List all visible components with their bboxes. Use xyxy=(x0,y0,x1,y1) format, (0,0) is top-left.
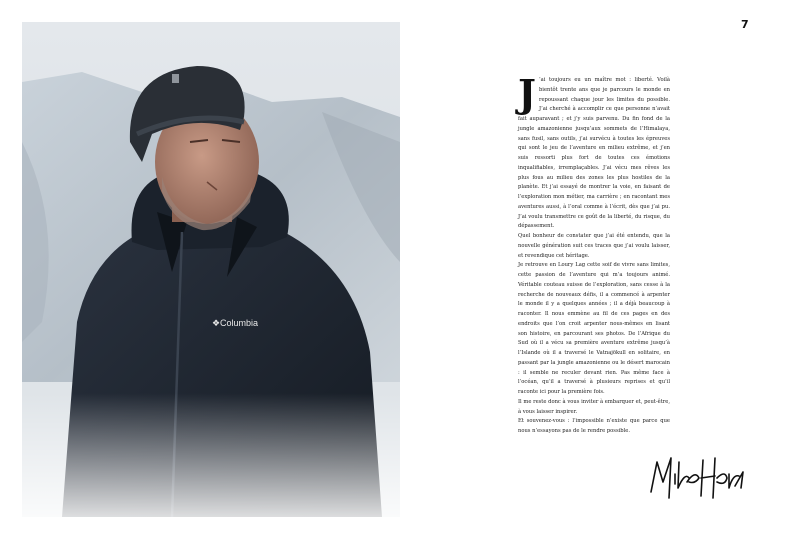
article-paragraph-1 xyxy=(518,71,670,232)
signature xyxy=(645,448,745,503)
paragraph-1-text: ’ai toujours eu un maître mot : liberté. Voilà bientôt trente ans que je parcours le monde en repoussant chaque jour les limites du possible. J’ai cherché à accomplir ce que personne n’avait fait auparavant ; et j’y suis parvenu. Du fin fond de la jungle amazonienne jusqu’aux sommets de l’Himalaya, sans fusil, sans outils, j’ai survécu à toutes les épreuves qui sont le jeu de l’aventure en milieu extrême, et j’en suis ressorti plus fort de toutes ces émotions inqualifiables, irremplaçables. J’ai vécu mes rêves les plus fous au milieu des zones les plus hostiles de la planète. Et j’ai essayé de montrer la voie, en faisant de l’exploration mon métier, ma carrière ; en racontant mes aventures aussi, à l’oral comme à l’écrit, dès que j’ai pu. J’ai voulu transmettre ce goût de la liberté, du risque, du dépassement. xyxy=(518,77,670,230)
article-paragraph-4: Il me reste donc à vous inviter à embarquer et, peut-être, à vous laisser inspirer. xyxy=(518,398,670,415)
page-number: 7 xyxy=(741,18,749,31)
article-paragraph-3: Je retrouve en Loury Lag cette soif de vivre sans limites, cette passion de l’aventure qui m’a toujours animé. Véritable couteau suisse de l’exploration, sans cesse à la recherche de nouveaux défis, il a commencé à arpenter le monde il y a quelques années ; il a déjà beaucoup à raconter. Il nous emmène au fil de ces pages en des endroits que l’on croit arpenter nous-mêmes en lisant son histoire, en parcourant ses photos. De l’Afrique du Sud où il a vécu sa première aventure extrême jusqu’à l’Islande où il a traversé le Vatnajökull en solitaire, en passant par la jungle amazonienne ou le désert marocain : il semble ne reculer devant rien. Pas même face à l’océan, qu’il a traversé à plusieurs reprises et qu’il raconte ici pour la première fois. xyxy=(518,262,670,395)
article-paragraph-5: Et souvenez-vous : l’impossible n’existe que parce que nous n’essayons pas de le rendre possible. xyxy=(518,418,670,434)
portrait-photo xyxy=(22,22,400,517)
article-paragraph-2: Quel bonheur de constater que j’ai été entendu, que la nouvelle génération suit ces traces que j’ai voulu laisser, et revendique cet héritage. xyxy=(518,233,670,259)
article-text xyxy=(518,71,670,437)
drop-cap: J xyxy=(518,71,536,116)
